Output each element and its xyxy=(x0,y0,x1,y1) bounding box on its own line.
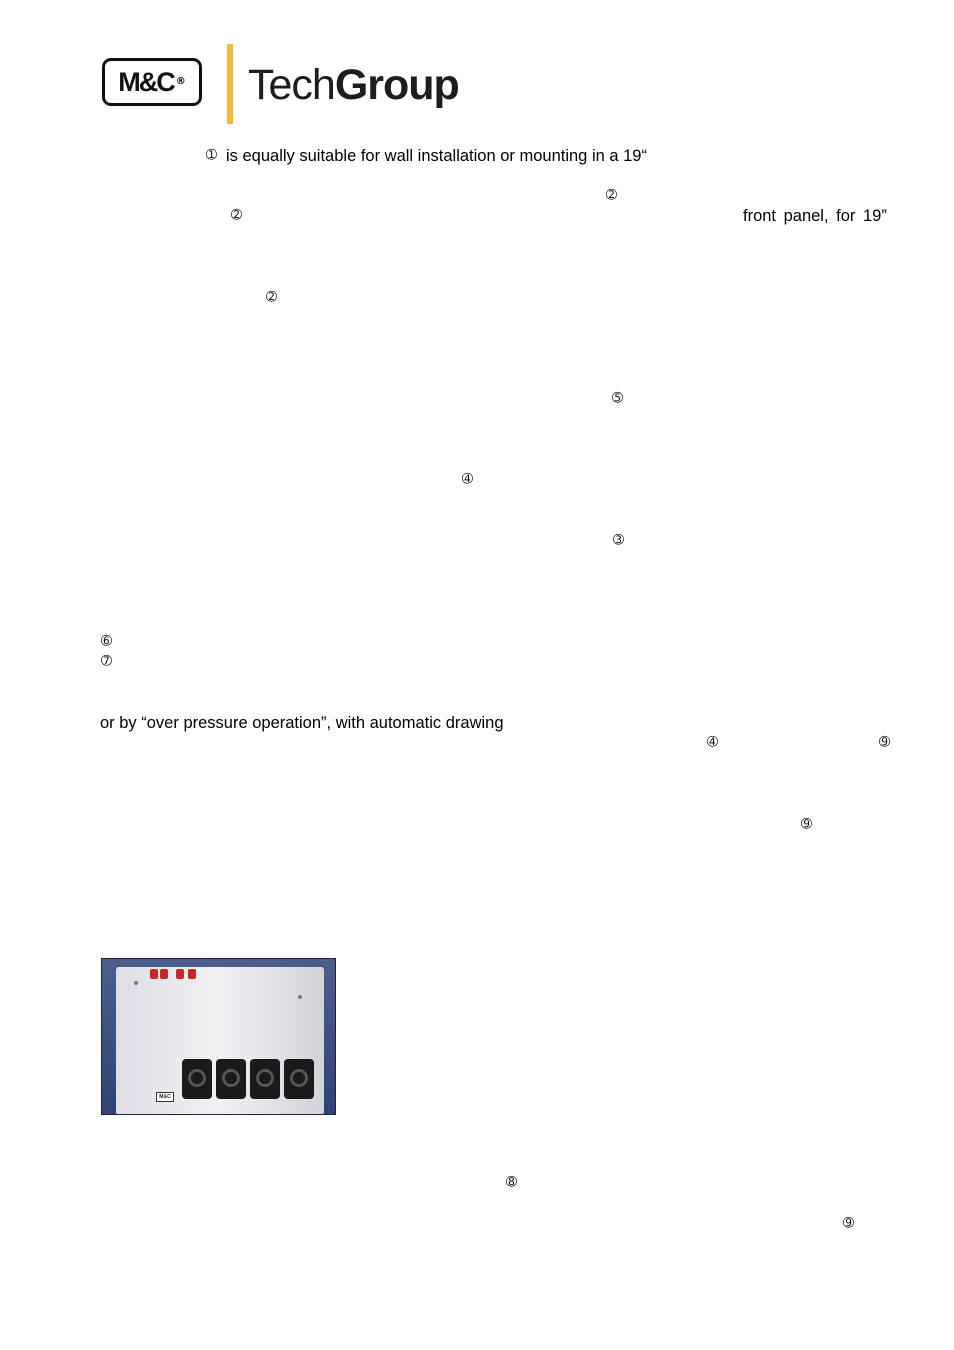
text-line-1: is equally suitable for wall installation or mounting in a 19“ xyxy=(226,147,647,165)
screw xyxy=(298,995,302,999)
pump-head xyxy=(250,1059,280,1099)
pump-head xyxy=(182,1059,212,1099)
brand-bold: Group xyxy=(334,61,459,109)
marker-4a: ➃ xyxy=(462,472,473,487)
cabinet-logo: M&C xyxy=(156,1092,174,1102)
cabinet-image xyxy=(116,967,324,1115)
text-front-panel: front panel, for 19” xyxy=(743,207,887,225)
marker-9b: ➈ xyxy=(801,817,812,832)
marker-9a: ➈ xyxy=(879,735,890,750)
marker-2b: ➁ xyxy=(231,208,242,223)
mc-logo xyxy=(102,58,202,106)
gas-port xyxy=(188,969,196,979)
gas-port xyxy=(176,969,184,979)
marker-4b: ➃ xyxy=(707,735,718,750)
marker-2c: ➁ xyxy=(266,290,277,305)
marker-1: ➀ xyxy=(206,148,217,163)
techgroup-wordmark xyxy=(248,59,459,111)
gas-port xyxy=(150,969,158,979)
screw xyxy=(134,981,138,985)
pump-head xyxy=(284,1059,314,1099)
marker-3: ➂ xyxy=(613,533,624,548)
text-over-pressure: or by “over pressure operation”, with automatic drawing xyxy=(100,714,504,732)
pump-head xyxy=(216,1059,246,1099)
marker-9c: ➈ xyxy=(843,1216,854,1231)
marker-2a: ➁ xyxy=(606,188,617,203)
product-photo xyxy=(101,958,336,1115)
marker-7: ➆ xyxy=(101,654,112,669)
registered-mark: ® xyxy=(175,75,186,87)
brand-light: Tech xyxy=(248,61,335,109)
marker-8: ➇ xyxy=(506,1175,517,1190)
marker-6: ➅ xyxy=(101,634,112,649)
logo-divider xyxy=(227,44,233,124)
gas-port xyxy=(160,969,168,979)
marker-5: ➄ xyxy=(612,391,623,406)
logo-text: M&C xyxy=(118,66,174,97)
